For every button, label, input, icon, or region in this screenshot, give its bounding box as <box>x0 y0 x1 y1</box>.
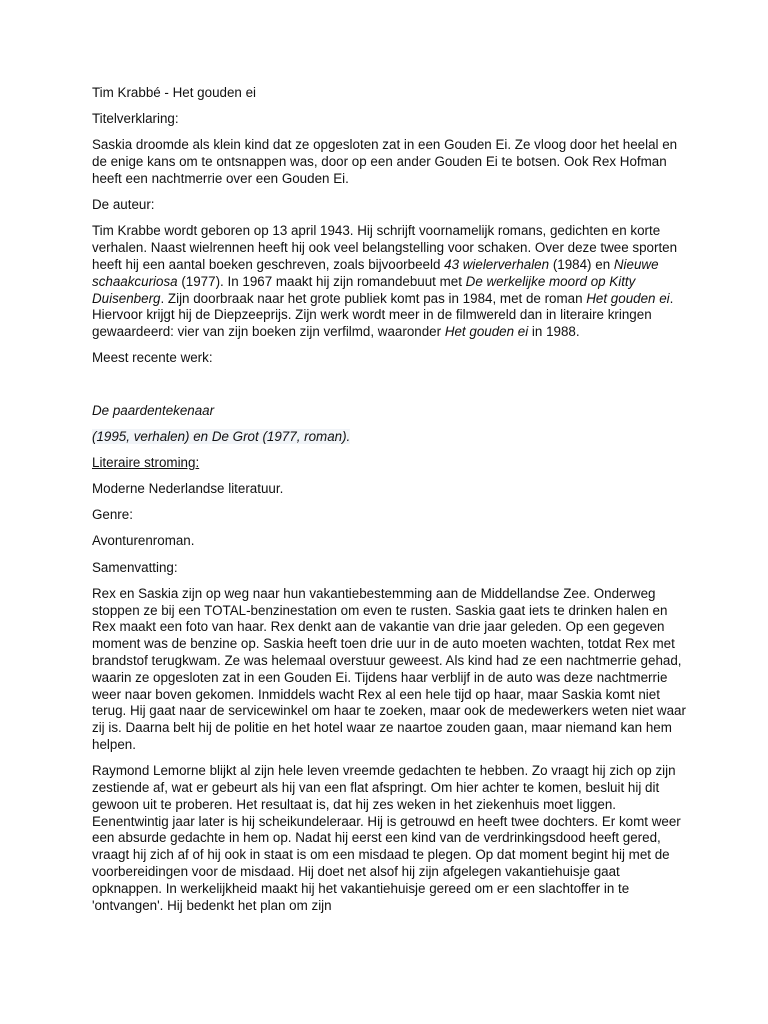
auteur-text <box>92 223 688 341</box>
auteur-text-part: (1984) en <box>549 256 614 272</box>
recent-work-1: De paardentekenaar <box>92 402 215 418</box>
genre-label: Genre: <box>92 507 133 523</box>
samenvatting-paragraph-1: Rex en Saskia zijn op weg naar hun vakantiebestemming aan de Middellandse Zee. Onderweg stoppen ze bij een TOTAL-benzinestation om even te rusten. Saskia gaat iets te drinken halen en Rex maakt een foto van haar. Rex denkt aan de vakantie van drie jaar geleden. Op een gegeven moment was de benzine op. Saskia heeft toen drie uur in de auto moeten wachten, totdat Rex met brandstof terugkwam. Ze was helemaal overstuur geweest. Als kind had ze een nachtmerrie gehad, waarin ze opgesloten zat in een Gouden Ei. Tijdens haar verblijf in de auto was deze nachtmerrie weer naar boven gekomen. Inmiddels wacht Rex al een hele tijd op haar, maar Saskia komt niet terug. Hij gaat naar de servicewinkel om haar te zoeken, maar ook de medewerkers weten niet waar zij is. Daarna belt hij de politie en het hotel waar ze naartoe zouden gaan, maar niemand kan hem helpen. <box>92 585 686 752</box>
recent-work-title <box>92 403 688 420</box>
auteur-text-part: (1977). In 1967 maakt hij zijn romandebuut met <box>177 273 466 289</box>
auteur-text-part: in 1988. <box>528 324 580 340</box>
recent-work-details <box>92 429 688 446</box>
book-title: De werkelijke moord op Kitty Duisenberg <box>92 273 636 306</box>
auteur-text-part: . Hiervoor krijgt hij de Diepzeeprijs. Zijn werk wordt meer in de filmwereld dan in literaire kringen gewaardeerd: vier van zijn boeken zijn verfilmd, waaronder <box>92 290 674 340</box>
auteur-label: De auteur: <box>92 197 155 213</box>
samenvatting-label: Samenvatting: <box>92 559 178 575</box>
recent-work-2: (1995, verhalen) en De Grot (1977, roman). <box>92 428 351 444</box>
stroming-text: Moderne Nederlandse literatuur. <box>92 481 284 497</box>
stroming-label: Literaire stroming: <box>92 454 200 470</box>
blank-line <box>92 377 688 403</box>
recent-work-label: Meest recente werk: <box>92 350 213 366</box>
book-title: 43 wielerverhalen <box>444 256 550 272</box>
auteur-text-part: . Zijn doorbraak naar het grote publiek komt pas in 1984, met de roman <box>160 290 587 306</box>
book-title: Het gouden ei <box>586 290 670 306</box>
titelverklaring-text: Saskia droomde als klein kind dat ze opgesloten zat in een Gouden Ei. Ze vloog door het heelal en de enige kans om te ontsnappen was, door op een ander Gouden Ei te botsen. Ook Rex Hofman heeft een nachtmerrie over een Gouden Ei. <box>92 137 678 186</box>
samenvatting-paragraph-2: Raymond Lemorne blijkt al zijn hele leven vreemde gedachten te hebben. Zo vraagt hij zich op zijn zestiende af, wat er gebeurt als hij van een flat afspringt. Om hier achter te komen, besluit hij dit gewoon uit te proberen. Het resultaat is, dat hij zes weken in het ziekenhuis moet liggen. Eenentwintig jaar later is hij scheikundeleraar. Hij is getrouwd en heeft twee dochters. Er komt weer een absurde gedachte in hem op. Nadat hij eerst een kind van de verdrinkingsdood heeft gered, vraagt hij zich af of hij ook in staat is om een misdaad te plegen. Op dat moment begint hij met de voorbereidingen voor de misdaad. Hij doet net alsof hij zijn afgelegen vakantiehuisje gaat opknappen. In werkelijkheid maakt hij het vakantiehuisje gereed om er een slachtoffer in te 'ontvangen'. Hij bedenkt het plan om zijn <box>92 763 681 913</box>
book-title: Het gouden ei <box>444 324 529 340</box>
document-title: Tim Krabbé - Het gouden ei <box>92 85 256 100</box>
titelverklaring-label: Titelverklaring: <box>92 111 179 127</box>
book-title: Nieuwe schaakcuriosa <box>92 256 659 289</box>
genre-text: Avonturenroman. <box>92 533 195 549</box>
auteur-text-part: Tim Krabbe wordt geboren op 13 april 1943. Hij schrijft voornamelijk romans, gedichten en korte verhalen. Naast wielrennen heeft hij ook veel belangstelling voor schaken. Over deze twee sporten heeft hij een aantal boeken geschreven, zoals bijvoorbeeld <box>92 223 678 272</box>
